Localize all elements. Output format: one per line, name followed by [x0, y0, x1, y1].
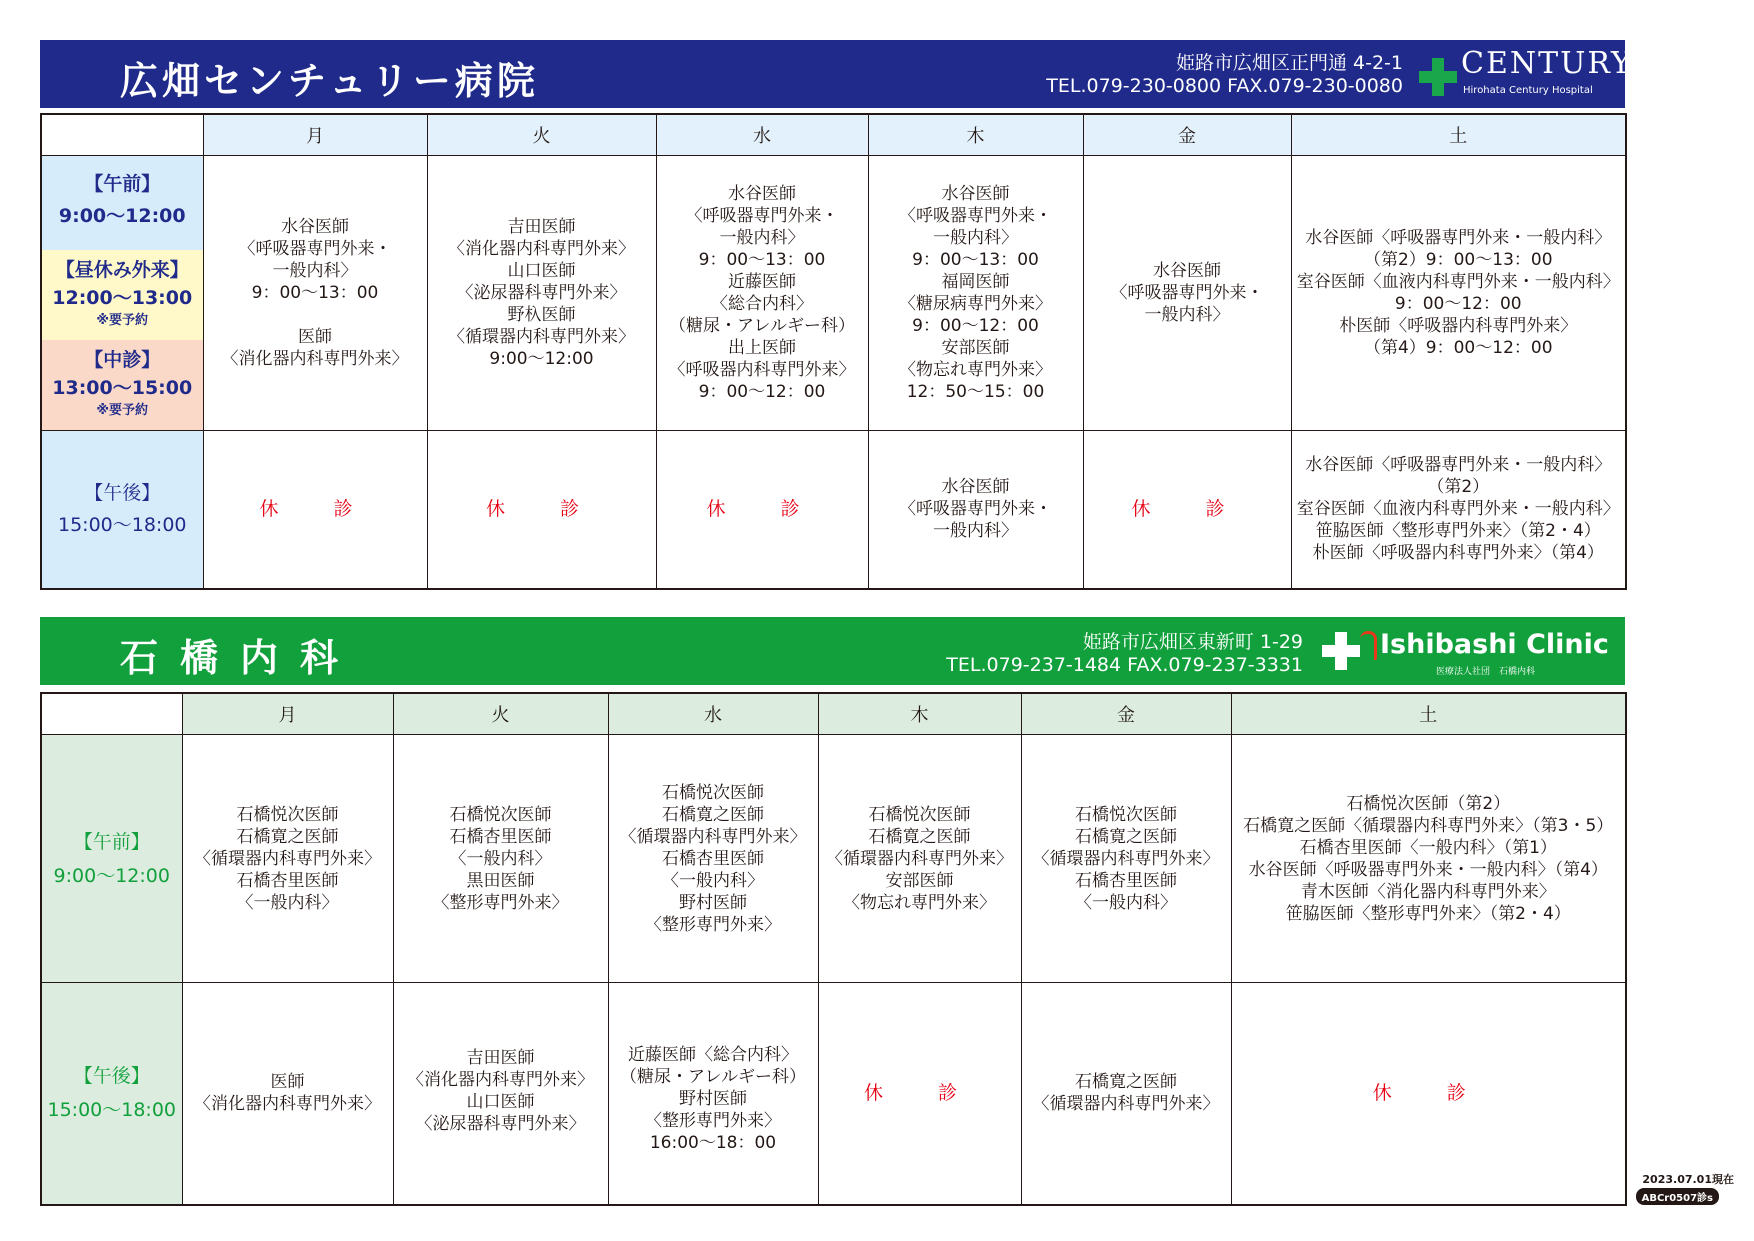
- doctor-entry: [432, 304, 652, 370]
- pm-time: 15:00～18:00: [57, 514, 187, 537]
- line: 一般内科〉: [933, 521, 1018, 542]
- corner-cell: [41, 114, 203, 156]
- mid-time: 13:00～15:00: [52, 377, 193, 399]
- day-header-fri: 金: [1021, 693, 1231, 735]
- mid-label-block: [42, 340, 203, 430]
- line: 石橋悦次医師（第2）: [1346, 793, 1511, 814]
- corner-cell: [41, 693, 182, 735]
- line: 〈循環器内科専門外来〉: [1032, 1094, 1220, 1115]
- pm-title: 【午後】: [73, 1065, 150, 1088]
- hospital-am-thu: [868, 156, 1083, 431]
- doctor-entry: [1026, 804, 1227, 826]
- line: 石橋杏里医師: [236, 870, 339, 891]
- day-header-wed: 水: [656, 114, 868, 156]
- clinic-pm-tue: [393, 983, 608, 1205]
- line: 石橋悦次医師: [868, 804, 971, 825]
- hospital-pm-tue: [427, 431, 656, 589]
- line: 9：00～12：00: [912, 316, 1039, 336]
- line: 石橋杏里医師: [449, 826, 552, 847]
- line: 石橋杏里医師: [1075, 870, 1177, 891]
- line: 〈物忘れ専門外来〉: [899, 360, 1052, 380]
- line: 野杁医師: [507, 305, 576, 325]
- hospital-am-fri: [1083, 156, 1291, 431]
- line: 石橋悦次医師: [662, 782, 764, 803]
- doctor-entry: [873, 183, 1079, 271]
- century-logo-word: CENTURY: [1461, 46, 1633, 81]
- line: 〈呼吸器専門外来・: [1110, 283, 1264, 303]
- clinic-am-fri: [1021, 735, 1231, 983]
- hospital-am-tue: [427, 156, 656, 431]
- line: 9：00～13：00: [251, 283, 379, 303]
- ishibashi-logo-sub: 医療法人社団 石橋内科: [1436, 667, 1536, 677]
- line: 室谷医師〈血液内科専門外来・一般内科〉: [1296, 272, 1620, 292]
- document-code-badge: ABCr0507診s: [1636, 1188, 1719, 1205]
- doctor-entry: [432, 260, 652, 304]
- line: 〈一般内科〉: [662, 870, 764, 891]
- hook-icon: [1360, 631, 1377, 660]
- doctor-entry: [398, 826, 604, 870]
- am-time: 9:00～12:00: [58, 205, 186, 227]
- clinic-pm-mon: [182, 983, 393, 1205]
- line: 〈整形専門外来〉: [432, 892, 569, 913]
- line: 〈循環器内科専門外来〉: [448, 327, 635, 347]
- line: 石橋悦次医師: [449, 804, 552, 825]
- hospital-pm-row: [41, 431, 1626, 589]
- am-label-block: [42, 156, 203, 250]
- cross-icon: [1419, 58, 1457, 96]
- hospital-am-wed: [656, 156, 868, 431]
- am-time: 9:00～12:00: [53, 864, 170, 887]
- doctor-entry: [398, 1047, 604, 1091]
- line: 近藤医師: [728, 272, 796, 292]
- line: 〈循環器内科専門外来〉: [1032, 848, 1220, 869]
- pm-time: 15:00～18:00: [47, 1099, 176, 1122]
- line: 〈整形専門外来〉: [645, 914, 781, 935]
- line: 12：50～15：00: [906, 382, 1045, 402]
- line: 水谷医師〈呼吸器専門外来・一般内科〉（第2）: [1305, 455, 1612, 498]
- doctor-entry: [1296, 227, 1622, 271]
- line: 石橋寛之医師: [236, 826, 339, 847]
- day-header-mon: 月: [203, 114, 427, 156]
- doctor-entry: [873, 271, 1079, 337]
- hospital-am-label: [41, 156, 203, 431]
- doctor-entry: [613, 1044, 814, 1088]
- clinic-am-thu: [818, 735, 1021, 983]
- hospital-pm-mon: [203, 431, 427, 589]
- day-header-thu: 木: [868, 114, 1083, 156]
- mid-note: ※要予約: [96, 403, 149, 418]
- doctor-entry: [613, 1088, 814, 1154]
- doctor-entry: [823, 870, 1017, 914]
- line: 一般内科〉: [933, 228, 1018, 248]
- lunch-note: ※要予約: [96, 313, 149, 328]
- clinic-am-tue: [393, 735, 608, 983]
- line: 〈一般内科〉: [236, 892, 339, 913]
- hospital-am-mon: [203, 156, 427, 431]
- line: 9：00～12：00: [698, 382, 826, 402]
- line: 〈一般内科〉: [449, 848, 552, 869]
- hospital-pm-wed: [656, 431, 868, 589]
- line: 〈消化器内科専門外来〉: [448, 239, 635, 259]
- line: 石橋寛之医師: [1075, 1072, 1177, 1093]
- hospital-tel-fax: TEL.079-230-0800 FAX.079-230-0080: [1046, 75, 1403, 97]
- clinic-tel-fax: TEL.079-237-1484 FAX.079-237-3331: [946, 654, 1303, 676]
- am-title: 【午前】: [84, 173, 161, 195]
- clinic-address-block: [946, 631, 1303, 677]
- lunch-time: 12:00～13:00: [52, 287, 193, 309]
- hospital-address-block: [1046, 52, 1403, 98]
- line: 福岡医師: [941, 272, 1010, 292]
- day-header-thu: 木: [818, 693, 1021, 735]
- doctor-entry: [613, 892, 814, 936]
- line: 〈呼吸器内科専門外来〉: [668, 360, 856, 380]
- line: 石橋寛之医師〈循環器内科専門外来〉（第3・5）: [1243, 815, 1614, 836]
- doctor-entry: [398, 1091, 604, 1135]
- clinic-banner: [40, 617, 1625, 685]
- line: （糖尿・アレルギー科）: [669, 316, 855, 336]
- century-logo: [1419, 46, 1633, 102]
- line: 〈一般内科〉: [1075, 892, 1177, 913]
- day-header-mon: 月: [182, 693, 393, 735]
- line: 安部医師: [941, 338, 1010, 358]
- doctor-entry: [398, 870, 604, 914]
- doctor-entry: [613, 848, 814, 892]
- cross-icon: [1322, 632, 1360, 670]
- line: 〈循環器内科専門外来〉: [619, 826, 807, 847]
- line: 医師: [270, 1072, 305, 1093]
- ishibashi-logo: [1322, 623, 1607, 679]
- line: 青木医師〈消化器内科専門外来〉: [1300, 881, 1556, 902]
- day-header-tue: 火: [427, 114, 656, 156]
- line: 近藤医師〈総合内科〉: [628, 1045, 798, 1066]
- line: 水谷医師〈呼吸器専門外来・一般内科〉（第4）: [1248, 859, 1608, 880]
- clinic-pm-row: [41, 983, 1626, 1205]
- line: 石橋杏里医師〈一般内科〉（第1）: [1299, 837, 1557, 858]
- clinic-am-label: [41, 735, 182, 983]
- line: 朴医師〈呼吸器内科専門外来〉: [1339, 316, 1578, 336]
- line: （第2）9：00～13：00: [1363, 250, 1553, 270]
- doctor-entry: [613, 804, 814, 848]
- line: 〈泌尿器科専門外来〉: [415, 1114, 586, 1135]
- day-header-tue: 火: [393, 693, 608, 735]
- closed-label: 休 診: [485, 497, 597, 520]
- line: 安部医師: [885, 870, 954, 891]
- line: 16:00～18：00: [649, 1133, 777, 1154]
- line: 〈物忘れ専門外来〉: [843, 892, 996, 913]
- hospital-name: 広畑センチュリー病院: [120, 59, 539, 103]
- line: 〈消化器内科専門外来〉: [407, 1070, 594, 1091]
- day-header-fri: 金: [1083, 114, 1291, 156]
- doctor-entry: [823, 826, 1017, 870]
- doctor-entry: [432, 216, 652, 260]
- doctor-entry: [398, 804, 604, 826]
- doctor-entry: [661, 337, 864, 403]
- hospital-am-sat: [1291, 156, 1626, 431]
- clinic-name: 石橋内科: [120, 636, 361, 680]
- hospital-pm-fri: [1083, 431, 1291, 589]
- hospital-address: 姫路市広畑区正門通 4-2-1: [1175, 52, 1403, 74]
- line: 〈呼吸器専門外来・: [899, 206, 1052, 226]
- doctor-entry: [1026, 870, 1227, 914]
- closed-label: 休 診: [863, 1081, 975, 1104]
- doctor-entry: [187, 826, 389, 870]
- line: 〈呼吸器専門外来・: [899, 499, 1052, 520]
- line: 黒田医師: [466, 870, 535, 891]
- lunch-title: 【昼休み外来】: [55, 259, 189, 281]
- am-title: 【午前】: [73, 830, 150, 853]
- clinic-am-wed: [608, 735, 818, 983]
- line: 石橋寛之医師: [662, 804, 764, 825]
- line: 水谷医師: [281, 217, 349, 237]
- line: 9:00～12:00: [489, 349, 594, 369]
- line: 石橋悦次医師: [1075, 804, 1177, 825]
- clinic-am-mon: [182, 735, 393, 983]
- pm-title: 【午後】: [84, 482, 161, 505]
- line: 笹脇医師〈整形専門外来〉（第2・4）: [1315, 521, 1601, 542]
- line: 水谷医師: [941, 477, 1010, 498]
- hospital-banner: [40, 40, 1633, 108]
- clinic-pm-wed: [608, 983, 818, 1205]
- line: 出上医師: [728, 338, 796, 358]
- line: 吉田医師: [466, 1048, 535, 1069]
- line: [204, 304, 427, 326]
- mid-title: 【中診】: [84, 349, 161, 371]
- line: 野村医師: [679, 892, 747, 913]
- closed-label: 休 診: [1131, 497, 1243, 520]
- day-header-sat: 土: [1291, 114, 1626, 156]
- line: 〈糖尿病専門外来〉: [899, 294, 1052, 314]
- effective-date: 2023.07.01現在: [1642, 1173, 1734, 1186]
- doctor-entry: [1296, 315, 1622, 359]
- lunch-label-block: [42, 250, 203, 340]
- line: 〈呼吸器専門外来・: [238, 239, 392, 259]
- line: 石橋寛之医師: [868, 826, 971, 847]
- line: 笹脇医師〈整形専門外来〉（第2・4）: [1285, 903, 1571, 924]
- line: （第4）9：00～12：00: [1363, 338, 1553, 358]
- doctor-entry: [187, 870, 389, 914]
- clinic-pm-sat: [1231, 983, 1626, 1205]
- hospital-day-header-row: [41, 114, 1626, 156]
- line: 朴医師〈呼吸器内科専門外来〉（第4）: [1312, 543, 1604, 564]
- doctor-entry: [1296, 271, 1622, 315]
- hospital-pm-sat: [1291, 431, 1626, 589]
- line: 一般内科〉: [272, 261, 358, 281]
- line: 9：00～12：00: [1394, 294, 1522, 314]
- doctor-entry: [661, 271, 864, 337]
- clinic-am-row: [41, 735, 1626, 983]
- clinic-pm-fri: [1021, 983, 1231, 1205]
- line: 吉田医師: [507, 217, 576, 237]
- line: 〈消化器内科専門外来〉: [194, 1094, 381, 1115]
- line: 水谷医師: [1153, 261, 1221, 281]
- line: 石橋悦次医師: [236, 804, 339, 825]
- line: 〈整形専門外来〉: [645, 1111, 781, 1132]
- hospital-pm-thu: [868, 431, 1083, 589]
- century-logo-sub: Hirohata Century Hospital: [1463, 85, 1593, 96]
- hospital-pm-label: [41, 431, 203, 589]
- doctor-entry: [1026, 826, 1227, 870]
- line: 野村医師: [679, 1089, 747, 1110]
- clinic-day-header-row: [41, 693, 1626, 735]
- hospital-am-row: [41, 156, 1626, 431]
- doctor-entry: [187, 804, 389, 826]
- line: 〈循環器内科専門外来〉: [194, 848, 381, 869]
- line: 水谷医師〈呼吸器専門外来・一般内科〉: [1305, 228, 1612, 248]
- ishibashi-logo-word: Ishibashi Clinic: [1380, 629, 1609, 660]
- doctor-entry: [661, 183, 864, 271]
- line: 一般内科〉: [719, 228, 805, 248]
- doctor-entry: [823, 804, 1017, 826]
- hospital-schedule-table: [40, 113, 1627, 590]
- line: （糖尿・アレルギー科）: [620, 1067, 806, 1088]
- clinic-pm-label: [41, 983, 182, 1205]
- line: 水谷医師: [941, 184, 1010, 204]
- clinic-pm-thu: [818, 983, 1021, 1205]
- line: 一般内科〉: [1144, 305, 1230, 325]
- line: 水谷医師: [728, 184, 796, 204]
- doctor-entry: [613, 782, 814, 804]
- line: 〈呼吸器専門外来・: [685, 206, 839, 226]
- clinic-schedule-table: [40, 692, 1627, 1206]
- line: 〈泌尿器科専門外来〉: [456, 283, 627, 303]
- line: 山口医師: [466, 1092, 535, 1113]
- line: 石橋杏里医師: [662, 848, 764, 869]
- day-header-wed: 水: [608, 693, 818, 735]
- line: 9：00～13：00: [912, 250, 1039, 270]
- line: 〈総合内科〉: [711, 294, 813, 314]
- day-header-sat: 土: [1231, 693, 1626, 735]
- closed-label: 休 診: [259, 497, 371, 520]
- doctor-entry: [873, 337, 1079, 403]
- line: 〈消化器内科専門外来〉: [221, 349, 409, 369]
- line: 医師: [298, 327, 332, 347]
- closed-label: 休 診: [706, 497, 818, 520]
- line: 9：00～13：00: [698, 250, 826, 270]
- line: 室谷医師〈血液内科専門外来・一般内科〉: [1296, 499, 1620, 520]
- closed-label: 休 診: [1372, 1081, 1484, 1104]
- line: 山口医師: [507, 261, 576, 281]
- clinic-address: 姫路市広畑区東新町 1-29: [1082, 631, 1303, 653]
- line: 石橋寛之医師: [1075, 826, 1177, 847]
- line: 〈循環器内科専門外来〉: [826, 848, 1013, 869]
- clinic-am-sat: [1231, 735, 1626, 983]
